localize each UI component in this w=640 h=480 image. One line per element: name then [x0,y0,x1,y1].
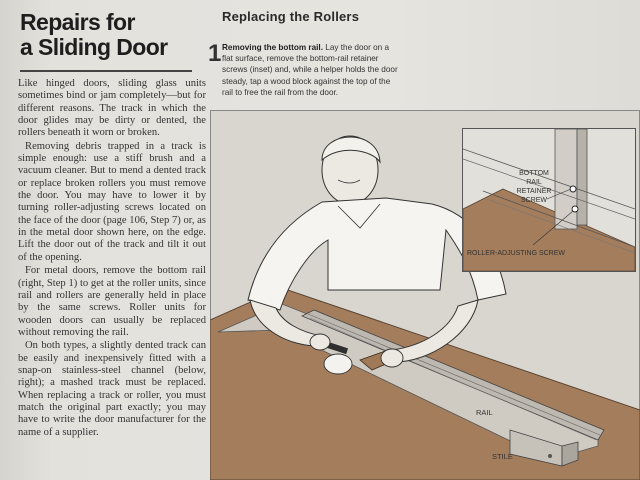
body-paragraph-1: Like hinged doors, sliding glass units sometimes bind or jam completely—but for different reasons. The track in which the door glides may be dirty or dented, the rollers beneath it worn or broken. [18,78,206,139]
step-number: 1 [208,40,222,67]
man-right-hand [381,349,403,367]
article-title: Repairs for a Sliding Door [20,9,168,60]
roller-adjusting-screw-label: ROLLER-ADJUSTING SCREW [467,250,566,257]
title-divider [20,70,192,72]
stile-label: STILE [492,452,513,461]
mallet-head [324,354,352,374]
step-instructions [222,42,400,98]
section-heading: Replacing the Rollers [222,9,360,24]
retainer-screw-label: BOTTOM RAIL RETAINER SCREW [516,170,552,204]
body-paragraph-4: On both types, a slightly dented track can be easily and inexpensively fitted with a snap-on stainless-steel channel (below, right); a mashed track must be replaced. When replacing a track or roller, you must match the original part exactly; you may have to write the door manufacturer for the name of a supplier. [18,340,206,438]
step-title: Removing the bottom rail. [222,43,323,52]
body-paragraph-3: For metal doors, remove the bottom rail (right, Step 1) to get at the roller units, since rail and rollers are generally held in place by the same screws. Roller units for wooden doors can usually be replaced without removing the rail. [18,265,206,338]
step-body: Lay the door on a flat surface, remove the bottom-rail retainer screws (inset) and, while a helper holds the door steady, tap a wood block against the top of the rail to free the rail from the door. [222,43,398,97]
illustration [210,110,640,480]
man-left-hand [310,334,330,350]
inset-detail [462,128,636,272]
body-paragraph-2: Removing debris trapped in a track is simple enough: use a stiff brush and a vacuum cleaner. But to mend a dented track or replace broken rollers you must remove the door. You may have to lower it by turning roller-adjusting screws located on the face of the door (page 106, Step 7) or, as in the metal door shown here, on the edge. Lift the door out of the track and tilt it out of the opening. [18,140,206,263]
rail-label: RAIL [476,408,493,417]
article-body [18,78,206,440]
